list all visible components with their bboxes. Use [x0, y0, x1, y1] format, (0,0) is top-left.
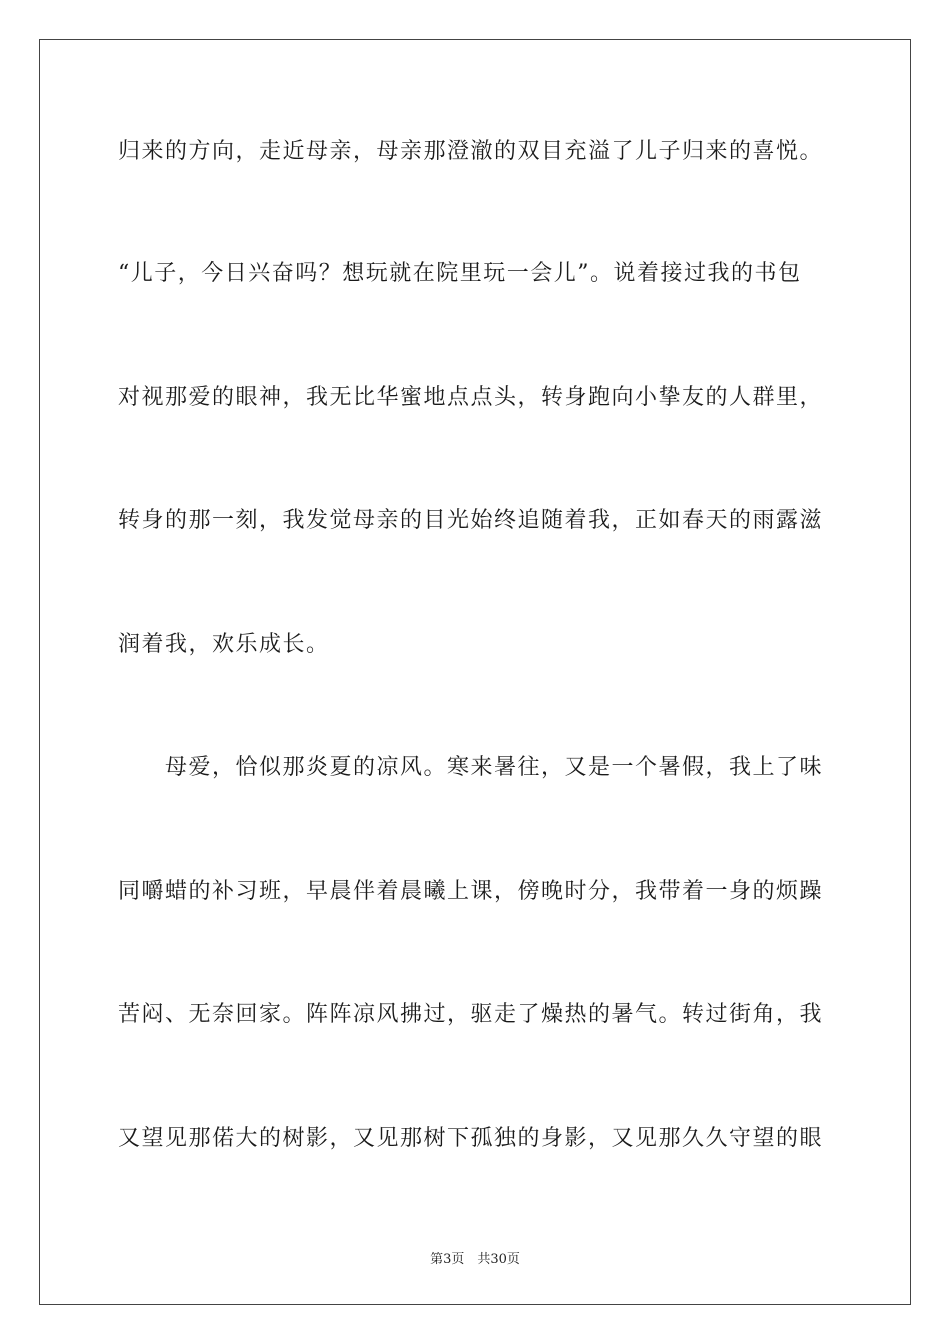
body-text-line-3: 对视那爱的眼神，我无比华蜜地点点头，转身跑向小挚友的人群里，	[118, 385, 824, 410]
page-number-footer	[0, 1248, 950, 1267]
body-text-line-8: 苦闷、无奈回家。阵阵凉风拂过，驱走了燥热的暑气。转过街角，我	[118, 1002, 824, 1027]
body-text-line-9: 又望见那偌大的树影，又见那树下孤独的身影，又见那久久守望的眼	[118, 1126, 824, 1151]
body-text-line-2: “儿子，今日兴奋吗？想玩就在院里玩一会儿”。说着接过我的书包	[118, 261, 802, 286]
body-text-line-7: 同嚼蜡的补习班，早晨伴着晨曦上课，傍晚时分，我带着一身的烦躁	[118, 879, 824, 904]
body-text-line-6: 母爱，恰似那炎夏的凉风。寒来暑往，又是一个暑假，我上了味	[118, 755, 824, 780]
page-number-label: 第3页 共30页	[430, 1252, 520, 1267]
body-text-line-1: 归来的方向，走近母亲，母亲那澄澈的双目充溢了儿子归来的喜悦。	[118, 139, 824, 164]
body-text-line-4: 转身的那一刻，我发觉母亲的目光始终追随着我，正如春天的雨露滋	[118, 508, 824, 533]
page-border	[39, 39, 911, 1305]
body-text-line-5: 润着我，欢乐成长。	[118, 632, 330, 657]
